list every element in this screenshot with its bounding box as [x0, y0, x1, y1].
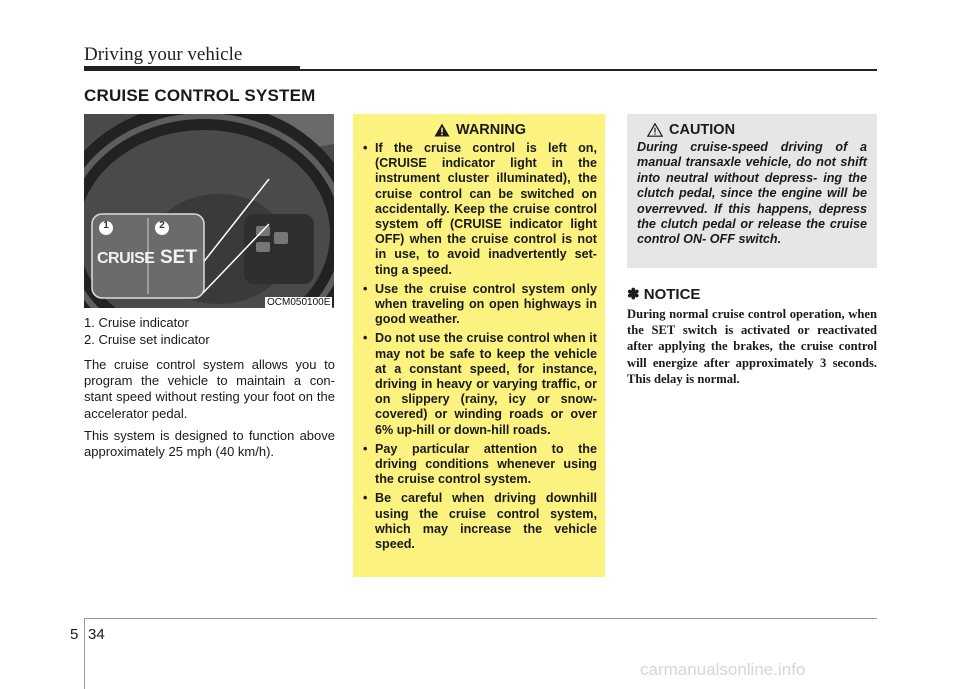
caption-cruise-indicator: 1. Cruise indicator	[84, 315, 189, 330]
header-rule-thick	[84, 66, 300, 71]
page-number: 34	[88, 626, 105, 643]
intro-paragraph: The cruise control system allows you to program the vehicle to maintain a con- stant speed without resting your foot on the accelerator pedal.	[84, 357, 335, 421]
caution-header	[637, 122, 867, 138]
warning-icon	[434, 123, 450, 137]
steering-wheel-photo	[84, 114, 334, 308]
footer-rule	[84, 618, 877, 619]
caution-icon	[647, 123, 663, 137]
caution-box	[627, 114, 877, 268]
caution-text: During cruise-speed driving of a manual transaxle vehicle, do not shift into neutral without depress- ing the clutch pedal, since the engine will be overrevved. If this happens, depress the clutch pedal or release the cruise control ON- OFF switch.	[637, 140, 867, 247]
warning-item: • Do not use the cruise control when it may not be safe to keep the vehicle at a constant speed, for instance, driving in heavy or varying traffic, or on slippery (rainy, icy or snow-covered) or winding roads or over 6% up-hill or down-hill roads.	[363, 331, 597, 437]
warning-list	[363, 141, 597, 552]
badge-1: 1	[103, 220, 109, 231]
figure-code: OCM050100E	[267, 297, 331, 308]
warning-item: • Pay particular attention to the driving conditions whenever using the cruise control system.	[363, 442, 597, 488]
watermark: carmanualsonline.info	[640, 660, 806, 679]
page-chapter: 5	[70, 626, 79, 643]
footer-vertical-rule	[84, 618, 85, 689]
cruise-indicator-label: CRUISE	[97, 250, 155, 267]
notice-text: During normal cruise control operation, when the SET switch is activated or reactivated after applying the brakes, the cruise control will energize after approximately 3 seconds. This delay is normal.	[627, 307, 877, 386]
caution-title: CAUTION	[669, 122, 736, 138]
caption-set-indicator: 2. Cruise set indicator	[84, 332, 210, 347]
badge-2: 2	[159, 220, 165, 231]
header-title: Driving your vehicle	[84, 44, 243, 65]
section-title: CRUISE CONTROL SYSTEM	[84, 86, 316, 105]
notice-title: ✽ NOTICE	[627, 286, 701, 303]
warning-header	[363, 122, 597, 138]
warning-item: • If the cruise control is left on, (CRUISE indicator light in the instrument cluster illuminated), the cruise control can be switched on accidentally. Keep the cruise control system off (CRUISE indicator light OFF) when the cruise control is not in use, to avoid inadvertently set- ting a speed.	[363, 141, 597, 278]
warning-title: WARNING	[455, 122, 527, 138]
speed-paragraph: This system is designed to function above approximately 25 mph (40 km/h).	[84, 428, 335, 460]
set-indicator-label: SET	[160, 247, 197, 268]
warning-item: • Be careful when driving downhill using the cruise control system, which may increase the vehicle speed.	[363, 491, 597, 552]
warning-item: • Use the cruise control system only when traveling on open highways in good weather.	[363, 282, 597, 328]
header-rule-thin	[300, 69, 877, 71]
warning-box	[353, 114, 605, 577]
